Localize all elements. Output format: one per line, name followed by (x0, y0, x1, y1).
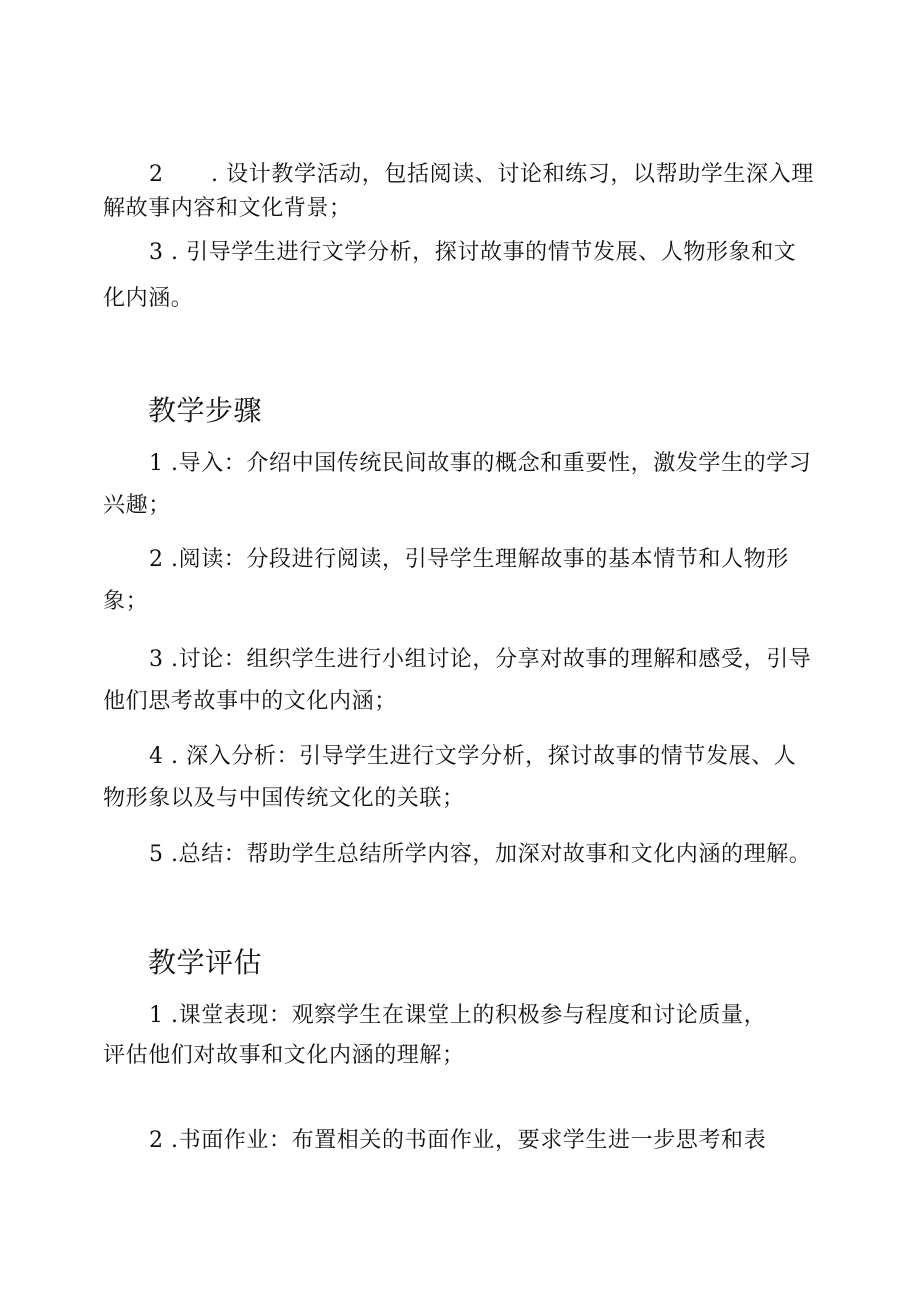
section-heading-steps: 教学步骤 (148, 394, 263, 427)
item-text-continuation: 解故事内容和文化背景； (103, 196, 352, 221)
item-text-continuation: 化内涵。 (103, 286, 194, 311)
evaluation-item (103, 999, 823, 1073)
step-item (103, 838, 823, 872)
step-item (103, 447, 823, 523)
item-text: .总结：帮助学生总结所学内容，加深对故事和文化内涵的理解。 (171, 842, 812, 867)
item-text: .导入：介绍中国传统民间故事的概念和重要性，激发学生的学习 (171, 451, 812, 476)
item-text-continuation: 他们思考故事中的文化内涵； (103, 689, 397, 714)
step-item (103, 543, 823, 619)
item-number: 2 (149, 547, 164, 572)
step-item (103, 643, 823, 719)
evaluation-item (103, 1124, 823, 1158)
item-text-continuation: 评估他们对故事和文化内涵的理解； (103, 1043, 465, 1068)
item-number: 3 (149, 647, 164, 672)
item-number: 1 (149, 451, 164, 476)
item-text: .书面作业：布置相关的书面作业，要求学生进一步思考和表 (171, 1128, 767, 1153)
intro-item (103, 236, 823, 316)
item-text-continuation: 兴趣； (103, 493, 171, 518)
item-text: . 设计教学活动，包括阅读、讨论和练习，以帮助学生深入理 (211, 162, 814, 187)
item-text: . 深入分析：引导学生进行文学分析，探讨故事的情节发展、人 (171, 744, 797, 769)
item-text: .课堂表现：观察学生在课堂上的积极参与程度和讨论质量， (171, 1003, 767, 1028)
item-number: 4 (149, 744, 164, 769)
item-text: .讨论：组织学生进行小组讨论，分享对故事的理解和感受，引导 (171, 647, 812, 672)
item-text: .阅读：分段进行阅读，引导学生理解故事的基本情节和人物形 (171, 547, 789, 572)
item-number: 1 (149, 1003, 164, 1028)
item-number: 3 (149, 240, 164, 265)
item-number: 5 (149, 842, 164, 867)
section-heading-evaluation: 教学评估 (148, 946, 263, 979)
item-text-continuation: 物形象以及与中国传统文化的关联； (103, 786, 465, 811)
intro-item (103, 158, 823, 226)
item-number: 2 (149, 1128, 164, 1153)
item-text-continuation: 象； (103, 589, 149, 614)
item-text: . 引导学生进行文学分析，探讨故事的情节发展、人物形象和文 (171, 240, 797, 265)
item-number: 2 (149, 162, 164, 187)
step-item (103, 740, 823, 816)
